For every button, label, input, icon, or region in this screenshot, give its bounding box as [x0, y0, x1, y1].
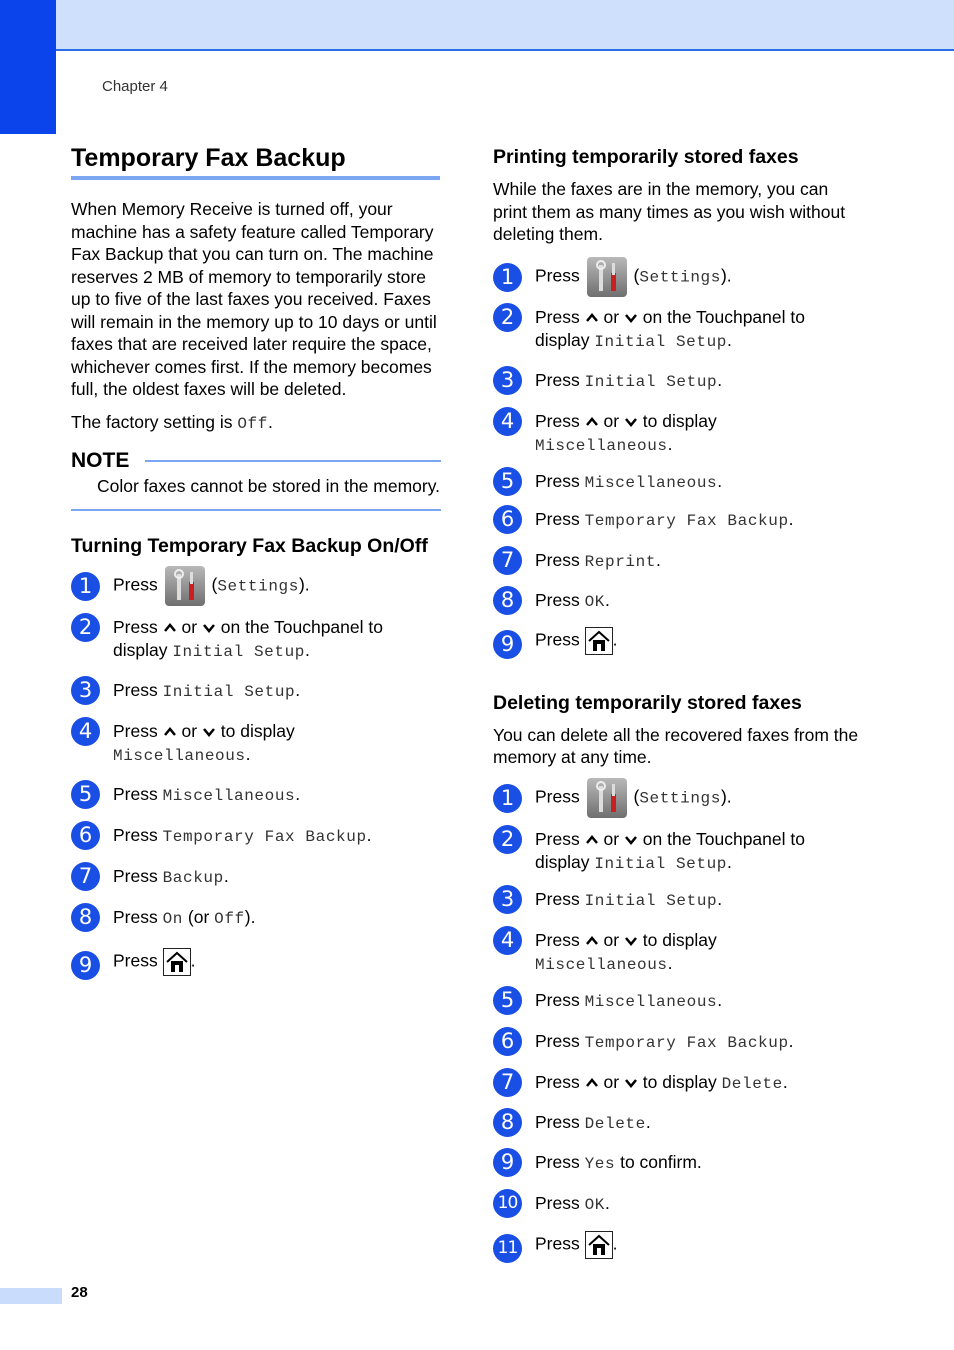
step-text: Press or to display Miscellaneous. [535, 410, 717, 455]
step-number: 2 [493, 303, 522, 332]
or-word: or [603, 828, 620, 849]
settings-label: Settings [217, 577, 299, 596]
step-number: 5 [493, 986, 522, 1015]
menu-value: Yes [584, 1154, 616, 1173]
or-word: or [181, 616, 198, 637]
factory-suffix: . [267, 411, 273, 432]
menu-value: Delete [584, 1114, 646, 1133]
chevron-up-icon[interactable] [585, 1076, 599, 1090]
step-number: 8 [493, 1108, 522, 1137]
settings-label: Settings [639, 268, 721, 287]
chevron-up-icon[interactable] [585, 833, 599, 847]
print-intro: While the faxes are in the memory, you can print them as many times as you wish without deleting them. [493, 179, 846, 244]
step-number: 2 [71, 613, 100, 642]
settings-tools-icon[interactable] [587, 257, 627, 297]
chevron-up-icon[interactable] [163, 725, 177, 739]
step-text: Press (Settings). [535, 257, 875, 297]
or-word: or [193, 906, 210, 927]
menu-value: Miscellaneous [113, 746, 246, 765]
menu-value: Initial Setup [594, 332, 727, 351]
page-number: 28 [71, 1284, 88, 1301]
step-number: 2 [493, 825, 522, 854]
settings-tools-icon[interactable] [587, 778, 627, 818]
footer-bar [0, 1288, 62, 1304]
step-number: 9 [493, 1148, 522, 1177]
step-text: Press Backup. [113, 865, 229, 887]
delete-steps [493, 769, 873, 1258]
home-icon[interactable] [585, 627, 613, 655]
step-number: 9 [71, 951, 100, 980]
press-word: Press [535, 265, 580, 286]
settings-label: Settings [639, 789, 721, 808]
press-word: Press [113, 574, 158, 595]
press-word: Press [535, 589, 580, 610]
step-number: 1 [71, 572, 100, 601]
press-word: Press [113, 783, 158, 804]
onoff-steps [71, 558, 441, 978]
step-text: Press or to display Miscellaneous. [535, 929, 717, 974]
chevron-up-icon[interactable] [585, 934, 599, 948]
home-icon[interactable] [585, 1231, 613, 1259]
press-word: Press [535, 410, 580, 431]
step-text: Press Miscellaneous. [113, 783, 301, 805]
instruction-text: display [535, 329, 590, 350]
chevron-up-icon[interactable] [585, 415, 599, 429]
press-word: Press [535, 1233, 580, 1254]
step-text: Press or to display Delete. [535, 1071, 788, 1093]
menu-value: Temporary Fax Backup [162, 827, 367, 846]
press-word: Press [535, 369, 580, 390]
press-word: Press [113, 950, 158, 971]
instruction-text: to display [642, 1071, 717, 1092]
press-word: Press [535, 549, 580, 570]
press-word: Press [535, 1192, 580, 1213]
step-text: Press Initial Setup. [535, 888, 723, 910]
step-text: Press Miscellaneous. [535, 470, 723, 492]
instruction-text: to display [642, 410, 717, 431]
press-word: Press [113, 616, 158, 637]
note-title: NOTE [71, 449, 130, 472]
factory-prefix: The factory setting is [71, 411, 238, 432]
step-number: 4 [71, 717, 100, 746]
step-text: Press Temporary Fax Backup. [113, 824, 372, 846]
step-text: Press Temporary Fax Backup. [535, 508, 794, 530]
instruction-text: on the Touchpanel to [642, 828, 805, 849]
step-text: Press OK. [535, 1192, 610, 1214]
press-word: Press [113, 865, 158, 886]
step-text: Press . [535, 1231, 875, 1259]
delete-intro: You can delete all the recovered faxes from the memory at any time. [493, 724, 859, 767]
settings-tools-icon[interactable] [165, 566, 205, 606]
menu-value: Miscellaneous [162, 786, 296, 805]
chevron-down-icon[interactable] [624, 415, 638, 429]
step-text: Press or to display Miscellaneous. [113, 720, 295, 765]
press-word: Press [535, 1030, 580, 1051]
step-number: 3 [493, 885, 522, 914]
menu-value: Initial Setup [172, 642, 305, 661]
step-number: 1 [493, 263, 522, 292]
menu-value: Temporary Fax Backup [584, 1033, 789, 1052]
step-text: Press Delete. [535, 1111, 651, 1133]
menu-value: Miscellaneous [584, 473, 718, 492]
right-column [493, 140, 873, 1258]
chevron-down-icon[interactable] [624, 1076, 638, 1090]
step-text: Press Reprint. [535, 549, 661, 571]
step-text: Press or on the Touchpanel to display Initial Setup. [113, 616, 383, 661]
menu-value: Backup [162, 868, 224, 887]
menu-value: Reprint [584, 552, 657, 571]
press-word: Press [535, 470, 580, 491]
menu-value: Initial Setup [584, 891, 718, 910]
note-text: Color faxes cannot be stored in the memory. [97, 476, 441, 496]
step-text: Press . [113, 948, 453, 976]
or-word: or [603, 306, 620, 327]
menu-value: OK [584, 1195, 606, 1214]
menu-value: Miscellaneous [535, 436, 668, 455]
chevron-up-icon[interactable] [163, 621, 177, 635]
press-word: Press [535, 929, 580, 950]
step-number: 3 [71, 676, 100, 705]
home-icon[interactable] [163, 948, 191, 976]
menu-value: Delete [721, 1074, 783, 1093]
press-word: Press [535, 888, 580, 909]
chevron-down-icon[interactable] [202, 621, 216, 635]
step-text: Press Miscellaneous. [535, 989, 723, 1011]
press-word: Press [535, 508, 580, 529]
chevron-down-icon[interactable] [624, 311, 638, 325]
section-title-delete: Deleting temporarily stored faxes [493, 691, 802, 714]
page-title: Temporary Fax Backup [71, 144, 440, 180]
or-word: or [181, 720, 198, 741]
section-title-print: Printing temporarily stored faxes [493, 146, 799, 168]
step-text: Press OK. [535, 589, 610, 611]
step-text: Press Temporary Fax Backup. [535, 1030, 794, 1052]
step-number: 5 [71, 780, 100, 809]
step-number: 3 [493, 366, 522, 395]
menu-value: Off [214, 909, 245, 928]
step-number: 7 [493, 1068, 522, 1097]
menu-value: Initial Setup [162, 682, 296, 701]
menu-value: Initial Setup [594, 854, 727, 873]
note-divider [145, 460, 441, 462]
menu-value: Temporary Fax Backup [584, 511, 789, 530]
press-word: Press [535, 786, 580, 807]
step-text: Press (Settings). [535, 778, 875, 818]
press-word: Press [535, 1111, 580, 1132]
step-text: Press or on the Touchpanel to display Initial Setup. [535, 306, 805, 351]
menu-value: Miscellaneous [584, 992, 718, 1011]
chevron-down-icon[interactable] [202, 725, 216, 739]
step-number: 10 [493, 1189, 522, 1218]
or-word: or [603, 929, 620, 950]
menu-value: Miscellaneous [535, 955, 668, 974]
step-number: 6 [493, 505, 522, 534]
press-word: Press [535, 629, 580, 650]
menu-value: Initial Setup [584, 372, 718, 391]
press-word: Press [113, 906, 158, 927]
instruction-text: on the Touchpanel to [642, 306, 805, 327]
instruction-text: to display [220, 720, 295, 741]
instruction-text: display [113, 639, 168, 660]
step-number: 6 [493, 1027, 522, 1056]
chevron-down-icon[interactable] [624, 833, 638, 847]
step-number: 7 [493, 546, 522, 575]
step-number: 4 [493, 407, 522, 436]
chapter-label: Chapter 4 [102, 78, 168, 95]
step-number: 8 [71, 903, 100, 932]
section-title-onoff: Turning Temporary Fax Backup On/Off [71, 534, 428, 557]
chevron-up-icon[interactable] [585, 311, 599, 325]
press-word: Press [535, 1071, 580, 1092]
or-word: or [603, 1071, 620, 1092]
instruction-text: display [535, 851, 590, 872]
step-number: 4 [493, 926, 522, 955]
step-text: Press On (or Off). [113, 906, 256, 928]
step-text: Press . [535, 627, 875, 655]
step-number: 11 [493, 1234, 522, 1263]
step-number: 5 [493, 467, 522, 496]
press-word: Press [113, 824, 158, 845]
note-box [71, 449, 441, 511]
instruction-text: on the Touchpanel to [220, 616, 383, 637]
chevron-down-icon[interactable] [624, 934, 638, 948]
step-text: Press Initial Setup. [535, 369, 723, 391]
step-text: Press or on the Touchpanel to display Initial Setup. [535, 828, 805, 873]
press-word: Press [113, 679, 158, 700]
left-column [71, 140, 441, 978]
press-word: Press [535, 989, 580, 1010]
instruction-text: to display [642, 929, 717, 950]
chapter-tab [0, 0, 56, 134]
step-text: Press Initial Setup. [113, 679, 301, 701]
press-word: Press [535, 828, 580, 849]
intro-paragraph: When Memory Receive is turned off, your machine has a safety feature called Temporary Fax Backup that you can turn on. The machine reserves 2 MB of memory to temporarily store up to five of the last faxes you received. Faxes will remain in the memory up to 10 days or until faxes that are received later require the space, whichever comes first. If the memory becomes full, the oldest faxes will be deleted. [71, 199, 437, 399]
factory-setting [71, 411, 441, 436]
step-number: 8 [493, 586, 522, 615]
press-word: Press [535, 306, 580, 327]
step-number: 9 [493, 630, 522, 659]
or-word: or [603, 410, 620, 431]
print-steps [493, 246, 873, 666]
step-text [535, 1151, 875, 1176]
press-word: Press [535, 1151, 580, 1172]
menu-value: On [162, 909, 184, 928]
instruction-text: to confirm. [620, 1151, 702, 1172]
factory-value: Off [237, 414, 268, 433]
menu-value: OK [584, 592, 606, 611]
header-bar [0, 0, 954, 51]
step-number: 6 [71, 821, 100, 850]
step-number: 1 [493, 784, 522, 813]
step-number: 7 [71, 862, 100, 891]
step-text: Press (Settings). [113, 566, 453, 606]
press-word: Press [113, 720, 158, 741]
